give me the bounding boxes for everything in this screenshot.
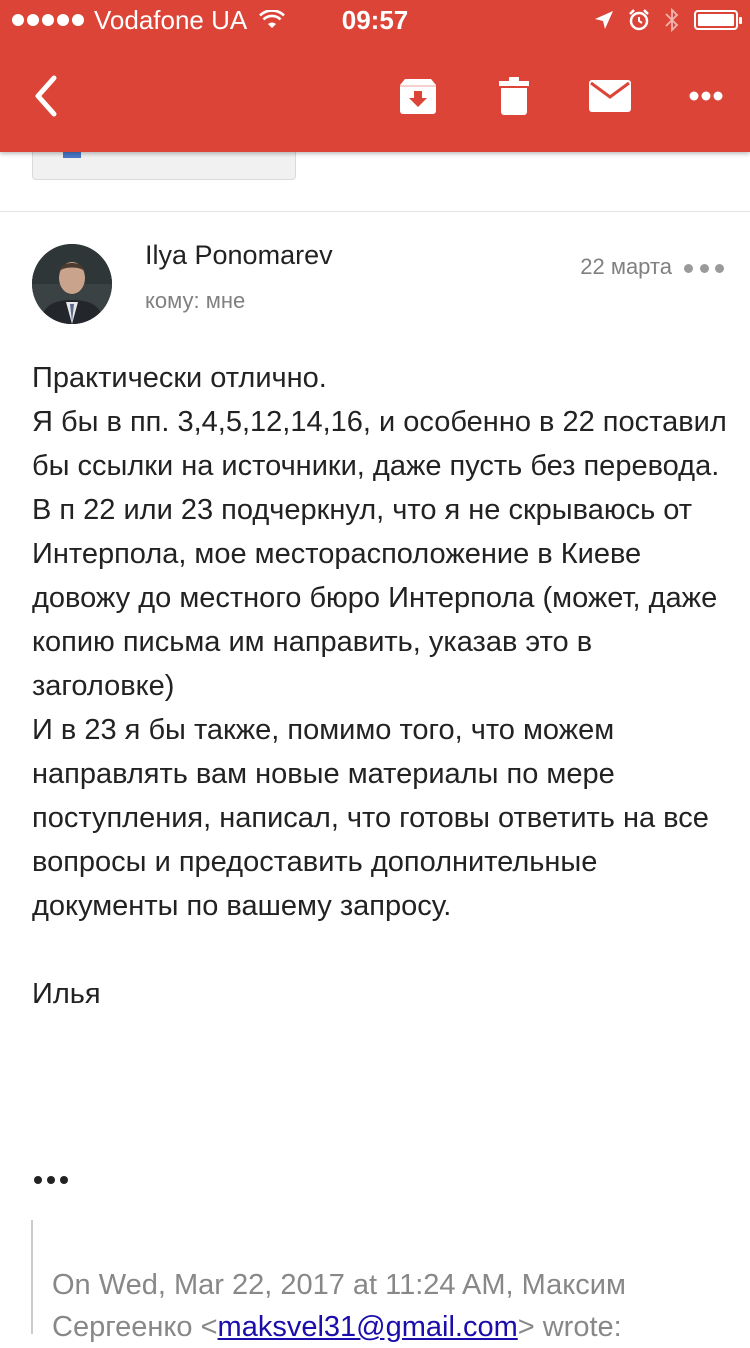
more-horizontal-icon: [689, 91, 723, 101]
archive-button[interactable]: [370, 40, 466, 152]
document-icon: [63, 152, 81, 158]
toolbar: [0, 40, 750, 152]
app-header: [0, 0, 750, 152]
message-more-button[interactable]: [684, 256, 724, 280]
sender-photo: [32, 244, 112, 324]
status-bar: [0, 0, 750, 40]
archive-icon: [399, 77, 437, 115]
more-dot-icon: [684, 264, 693, 273]
message-date: 22 марта: [580, 254, 672, 279]
status-time: 09:57: [341, 5, 409, 35]
carrier-name: Vodafone UA: [94, 5, 248, 35]
message-divider: [0, 211, 750, 212]
quote-outro: > wrote:: [517, 1311, 622, 1343]
bluetooth-icon: [664, 8, 680, 32]
paragraph-spacer: [32, 928, 732, 972]
body-paragraph: В п 22 или 23 подчеркнул, что я не скрываюсь от Интерпола, мое месторасположение в Киеве довожу до местного бюро Интерпола (может, даже копию письма им направить, указав это в заголовке): [32, 494, 718, 702]
avatar[interactable]: [32, 244, 112, 324]
chevron-left-icon: [30, 74, 60, 118]
location-arrow-icon: [594, 10, 614, 30]
sender-name[interactable]: Ilya Ponomarev: [145, 240, 333, 270]
show-trimmed-content-button[interactable]: [34, 1176, 68, 1184]
trash-icon: [499, 77, 529, 115]
quote-bar: [31, 1220, 33, 1334]
body-paragraph: И в 23 я бы также, помимо того, что можем направлять вам новые материалы по мере поступления, написал, что готовы ответить на все вопросы и предоставить дополнительные документы по вашему запросу.: [32, 714, 709, 922]
quoted-header: [52, 1264, 742, 1348]
delete-button[interactable]: [466, 40, 562, 152]
back-button[interactable]: [0, 40, 90, 152]
ellipsis-dot-icon: [47, 1176, 55, 1184]
alarm-clock-icon: [628, 9, 650, 31]
ellipsis-dot-icon: [60, 1176, 68, 1184]
body-paragraph: Я бы в пп. 3,4,5,12,14,16, и особенно в 22 поставил бы ссылки на источники, даже пусть без перевода.: [32, 406, 727, 482]
quote-email-link[interactable]: maksvel31@gmail.com: [217, 1311, 518, 1343]
mail-icon: [589, 80, 631, 112]
quote-intro: On Wed, Mar 22, 2017 at 11:24 AM, Максим Сергеенко <: [52, 1269, 626, 1343]
more-dot-icon: [715, 264, 724, 273]
more-options-button[interactable]: [658, 40, 750, 152]
recipient-line[interactable]: кому: мне: [145, 288, 246, 313]
message-body: [32, 356, 732, 1016]
battery-icon: [694, 10, 738, 30]
mark-unread-button[interactable]: [562, 40, 658, 152]
ellipsis-dot-icon: [34, 1176, 42, 1184]
previous-attachment-card[interactable]: [32, 152, 296, 180]
signature: Илья: [32, 978, 101, 1010]
body-paragraph: Практически отлично.: [32, 362, 327, 394]
more-dot-icon: [700, 264, 709, 273]
status-right: [594, 0, 738, 40]
